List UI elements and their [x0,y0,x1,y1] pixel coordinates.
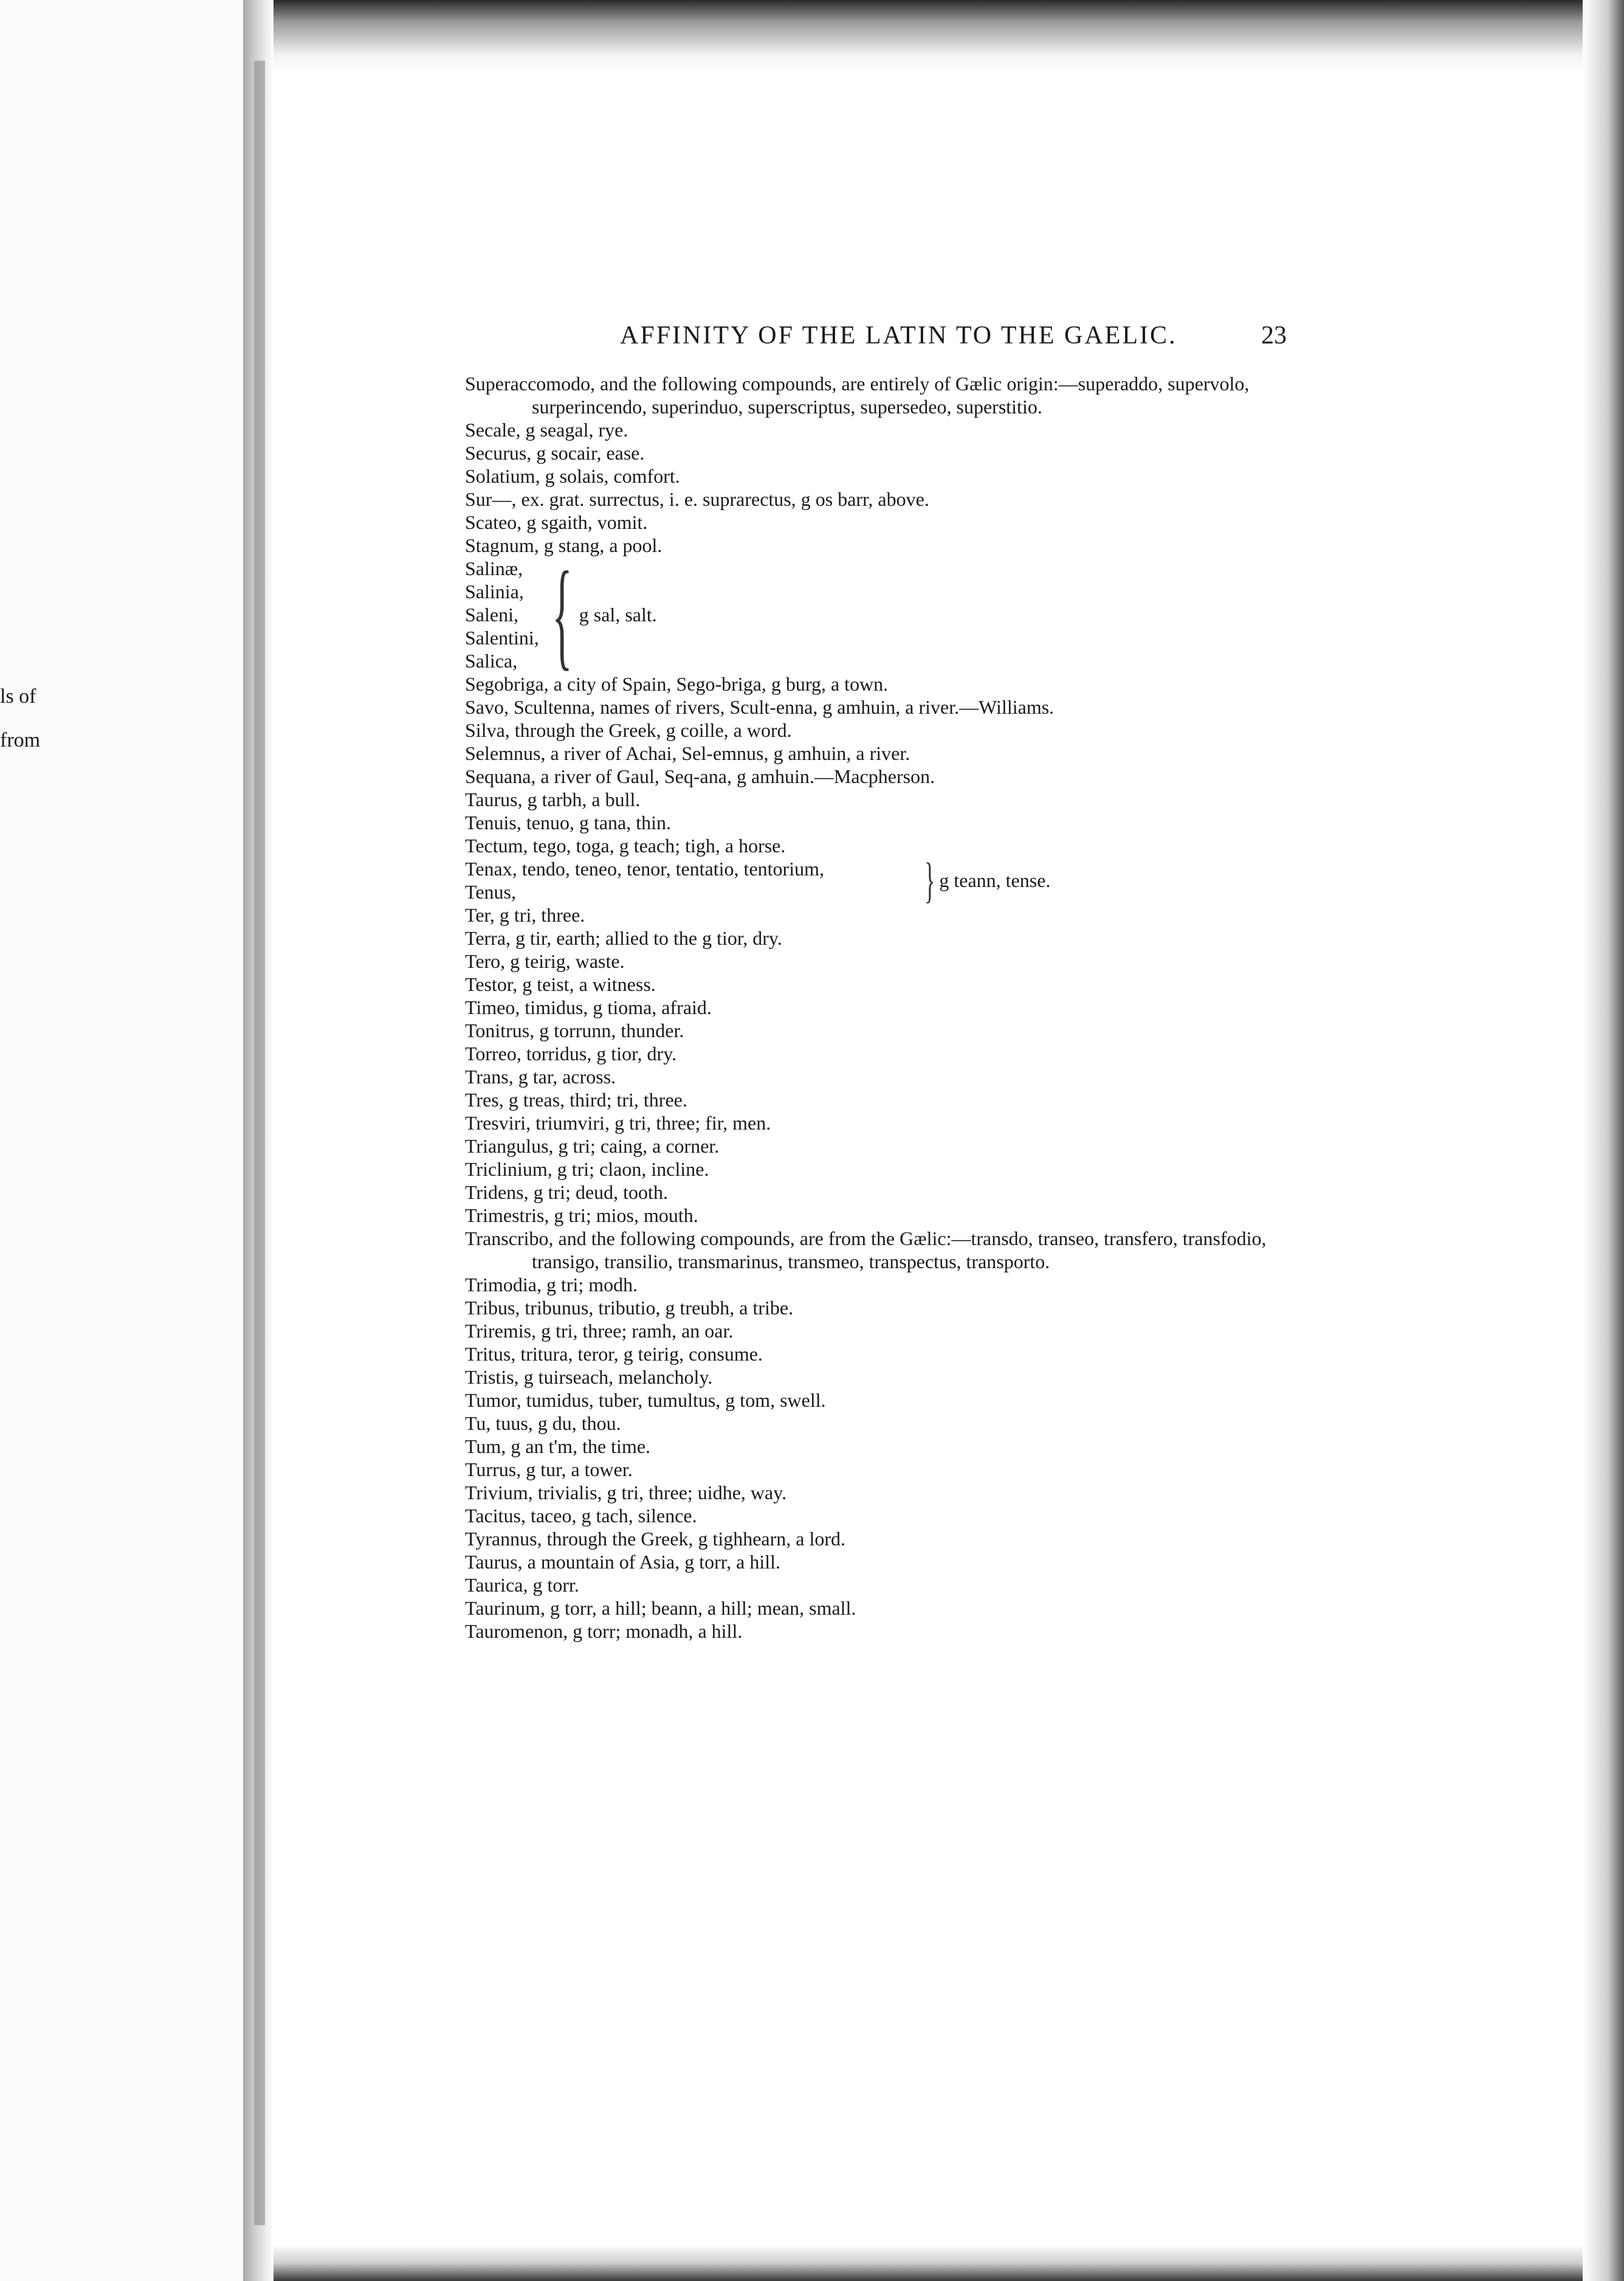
entry-list [465,372,1295,1643]
top-edge [274,0,1583,73]
left-page [0,0,243,2281]
entry: Taurus, a mountain of Asia, g torr, a hill. [465,1551,781,1573]
entry: Triclinium, g tri; claon, incline. [465,1158,709,1180]
group-key: Salica, [465,650,518,672]
gutter-line [254,61,265,2225]
entry: Timeo, timidus, g tioma, afraid. [465,996,712,1018]
page-number: 23 [1261,322,1287,350]
brace: } [924,852,935,908]
entry: Securus, g socair, ease. [465,442,645,464]
bottom-edge [274,2245,1583,2281]
group-keys [465,557,539,672]
entry: Trivium, trivialis, g tri, three; uidhe, way. [465,1482,787,1503]
entry: Turrus, g tur, a tower. [465,1458,633,1480]
entry: Superaccomodo, and the following compounds, are entirely of Gælic origin:—superaddo, supervolo, surperincendo, superinduo, superscriptus, supersedeo, superstitio. [465,373,1250,418]
entry: Tritus, tritura, teror, g teirig, consume. [465,1343,763,1365]
left-fragment: ls of [0,685,36,708]
entry: Taurica, g torr. [465,1574,579,1596]
entry: Tumor, tumidus, tuber, tumultus, g tom, swell. [465,1389,826,1411]
entry: Tum, g an t'm, the time. [465,1435,651,1457]
entry: Savo, Scultenna, names of rivers, Scult-enna, g amhuin, a river.—Williams. [465,696,1055,718]
entry-group-tenax [465,852,1295,908]
entry: Solatium, g solais, comfort. [465,465,680,487]
entry: Tero, g teirig, waste. [465,950,625,972]
entry: Tristis, g tuirseach, melancholy. [465,1366,713,1388]
entry: Tresviri, triumviri, g tri, three; fir, men. [465,1112,771,1134]
entry: Sur—, ex. grat. surrectus, i. e. suprarectus, g os barr, above. [465,488,929,510]
entry: Torreo, torridus, g tior, dry. [465,1043,677,1065]
entry: Tu, tuus, g du, thou. [465,1412,621,1434]
group-key: Saleni, [465,604,518,626]
entry: Scateo, g sgaith, vomit. [465,511,648,533]
entry: Tyrannus, through the Greek, g tighhearn, a lord. [465,1528,846,1550]
entry: Sequana, a river of Gaul, Seq-ana, g amhuin.—Macpherson. [465,765,935,787]
left-page-fragments [0,675,40,762]
entry: Tauromenon, g torr; monadh, a hill. [465,1620,743,1642]
entry: Stagnum, g stang, a pool. [465,534,662,556]
group-meaning: g teann, tense. [939,869,1051,891]
entry: Tonitrus, g torrunn, thunder. [465,1020,684,1041]
entry: Tenuis, tenuo, g tana, thin. [465,812,672,833]
right-edge-shadow [1583,0,1624,2281]
entry: Secale, g seagal, rye. [465,419,628,441]
group-key: Salentini, [465,627,539,649]
entry: Trimestris, g tri; mios, mouth. [465,1204,698,1226]
group-key: Tenax, tendo, teneo, tenor, tentatio, tentorium, [465,858,824,880]
entry: Tridens, g tri; deud, tooth. [465,1181,668,1203]
entry: Taurinum, g torr, a hill; beann, a hill; mean, small. [465,1597,856,1619]
left-fragment: from [0,729,41,751]
entry: Transcribo, and the following compounds, are from the Gælic:—transdo, transeo, transfero, transfodio, transigo, transilio, transmarinus, transmeo, transpectus, transporto. [465,1227,1267,1272]
entry: Testor, g teist, a witness. [465,973,656,995]
entry: Taurus, g tarbh, a bull. [465,789,641,810]
entry: Ter, g tri, three. [465,904,585,926]
group-key: Salinæ, [465,557,523,579]
entry: Silva, through the Greek, g coille, a word. [465,719,792,741]
group-meaning: g sal, salt. [579,604,657,626]
brace: { [551,547,573,682]
group-keys [465,857,918,903]
entry: Tres, g treas, third; tri, three. [465,1089,687,1111]
entry: Terra, g tir, earth; allied to the g tior, dry. [465,927,782,949]
entry: Trans, g tar, across. [465,1066,616,1088]
entry: Selemnus, a river of Achai, Sel-emnus, g amhuin, a river. [465,742,910,764]
entry-group-sal [465,547,1295,682]
entry: Segobriga, a city of Spain, Sego-briga, g burg, a town. [465,673,889,695]
entry: Tacitus, taceo, g tach, silence. [465,1505,697,1527]
running-header: AFFINITY OF THE LATIN TO THE GAELIC. [620,322,1177,350]
group-key: Tenus, [465,881,516,903]
entry: Triangulus, g tri; caing, a corner. [465,1135,720,1157]
entry: Tectum, tego, toga, g teach; tigh, a horse. [465,835,786,857]
entry: Trimodia, g tri; modh. [465,1274,638,1296]
entry: Triremis, g tri, three; ramh, an oar. [465,1320,734,1342]
group-key: Salinia, [465,581,524,602]
entry: Tribus, tribunus, tributio, g treubh, a tribe. [465,1297,794,1319]
